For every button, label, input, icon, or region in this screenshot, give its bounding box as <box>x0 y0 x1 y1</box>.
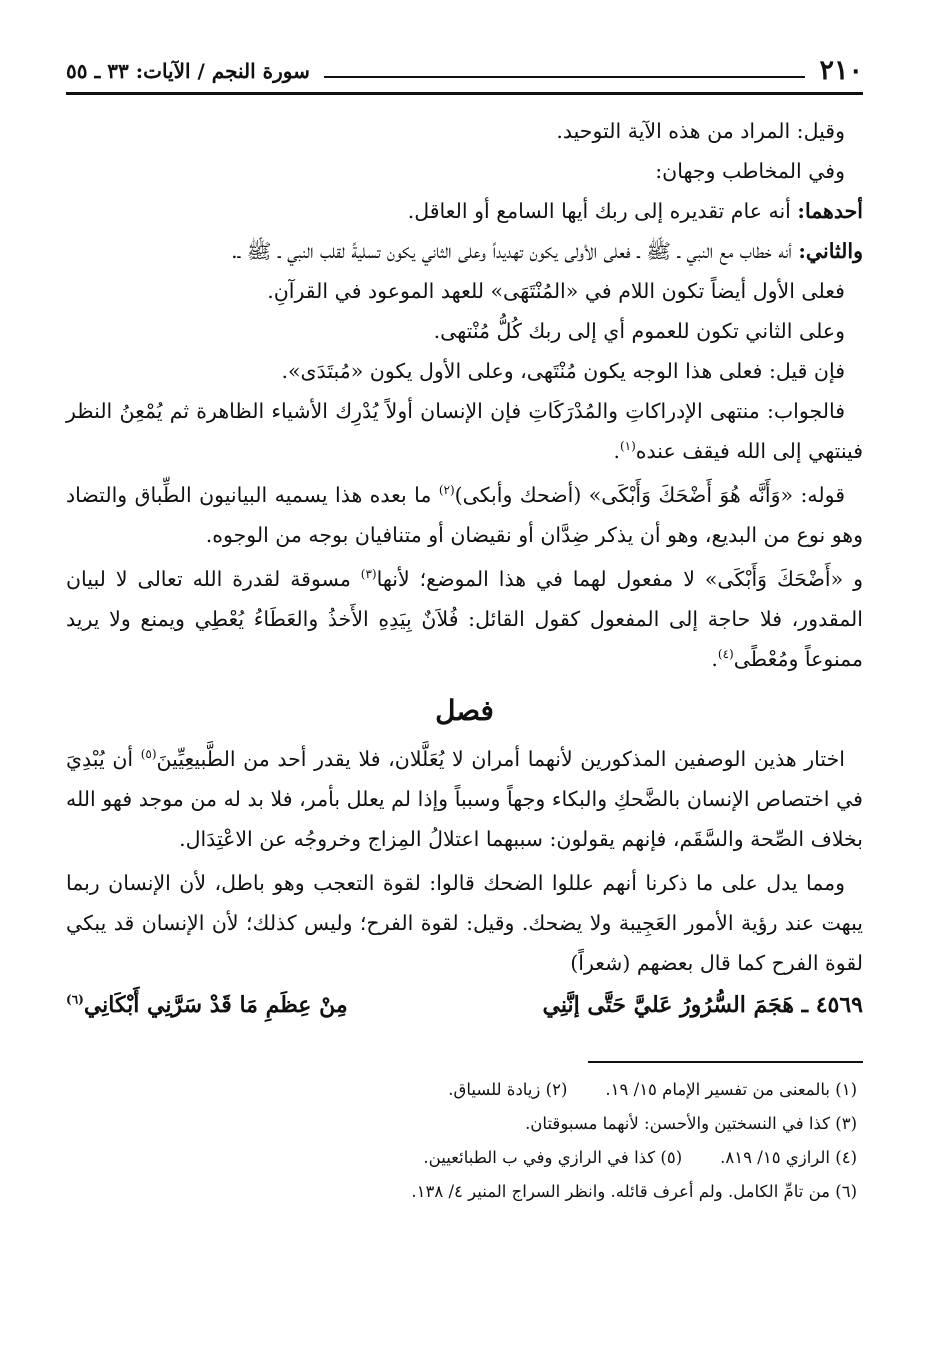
footnote-3: (٣) كذا في النسختين والأحسن: لأنهما مسبوقتان. <box>525 1114 857 1133</box>
footnote-row-3 <box>66 1141 857 1175</box>
paragraph-6: وعلى الثاني تكون للعموم أي إلى ربك كُلُّ مُنْتهى. <box>433 319 845 343</box>
footnote-ref-4: (٤) <box>717 647 734 662</box>
paragraph-7: فإن قيل: فعلى هذا الوجه يكون مُنْتَهى، وعلى الأول يكون «مُبتَدَى». <box>281 359 845 383</box>
footnote-ref-6: (٦) <box>66 992 84 1007</box>
poetry-verse <box>66 985 863 1025</box>
footnote-ref-1: (١) <box>619 439 636 454</box>
footnote-1: (١) بالمعنى من تفسير الإمام ١٥/ ١٩. <box>605 1080 857 1099</box>
paragraph-12: ومما يدل على ما ذكرنا أنهم عللوا الضحك قالوا: لقوة التعجب وهو باطل، لأن الإنسان ربما يبهت عند رؤية الأمور العَجِيبة ولا يضحك. وقيل: لقوة الفرح؛ وليس كذلك؛ لأن الإنسان قد يبكي لقوة الفرح كما قال بعضهم (شعراً) <box>66 871 863 975</box>
footnote-row-1 <box>66 1073 857 1107</box>
main-text <box>66 111 863 1025</box>
paragraph-8 <box>66 391 863 471</box>
paragraph-4 <box>66 231 863 271</box>
footnote-2: (٢) زيادة للسياق. <box>448 1080 568 1099</box>
paragraph-10-text-a: و «أَضْحَكَ وَأَبْكَى» لا مفعول لهما في هذا الموضع؛ لأنها <box>376 567 863 591</box>
paragraph-10-end: . <box>711 647 718 671</box>
page-number: ٢١٠ <box>819 55 863 86</box>
paragraph-3 <box>66 191 863 231</box>
paragraph-10 <box>66 559 863 679</box>
paragraph-5: فعلى الأول أيضاً تكون اللام في «المُنْتَهَى» للعهد الموعود في القرآنِ. <box>267 279 845 303</box>
paragraph-11-text-b: أن يُبْدِيَ في اختصاص الإنسان بالضَّحكِ والبكاء وجهاً وسبباً وإذا لم يعلل بأمر، فلا بد له من موجد فهو الله بخلاف الصِّحة والسَّقَم، فإنهم يقولون: سببهما اعتلالُ المِزاج وخروجُه عن الاعْتِدَال. <box>66 747 863 851</box>
paragraph-4-text: أنه خطاب مع النبي ـ ﷺ ـ فعلى الأولى يكون تهديداً وعلى الثاني يكون تسليةً لقلب النبي ـ ﷺ ـ. <box>231 239 799 263</box>
verse-hemistich-2-wrap <box>66 985 348 1025</box>
verse-hemistich-1: ٤٥٦٩ ـ هَجَمَ السُّرُورُ عَليَّ حَتَّى إنَّنِي <box>542 992 863 1018</box>
verse-hemistich-2: مِنْ عِظَمِ مَا قَدْ سَرَّنِي أَبْكَانِي <box>83 992 348 1018</box>
footnote-separator <box>588 1061 863 1063</box>
paragraph-10-text-b: مسوقة لقدرة الله تعالى لا لبيان المقدور، فلا حاجة إلى المفعول كقول القائل: فُلاَنٌ بِيَدِهِ الأَخذُ والعَطَاءُ يُعْطِي ويمنع ولا يريد ممنوعاً ومُعْطًى <box>66 567 863 671</box>
paragraph-9 <box>66 475 863 555</box>
header-line <box>324 76 806 78</box>
paragraph-4-lead: والثاني: <box>798 239 863 263</box>
section-heading: فصل <box>435 694 494 727</box>
paragraph-11-text-a: اختار هذين الوصفين المذكورين لأنهما أمران لا يُعَلَّلان، فلا يقدر أحد من الطَّبيعِيِّينَ <box>156 747 845 771</box>
paragraph-3-text: أنه عام تقديره إلى ربك أيها السامع أو العاقل. <box>407 199 798 223</box>
paragraph-9-text-a: قوله: «وَأَنَّه هُوَ أَضْحَكَ وَأَبْكَى» (أضحك وأبكى) <box>454 483 846 507</box>
paragraph-11 <box>66 739 863 859</box>
footnote-row-2 <box>66 1107 857 1141</box>
running-title: سورة النجم / الآيات: ٣٣ ـ ٥٥ <box>66 59 310 83</box>
paragraph-8-text: فالجواب: منتهى الإدراكاتِ والمُدْرَكَاتِ فإن الإنسان أولاً يُدْرِك الأشياء الظاهرة ثم يُمْعِنُ النظر فينتهي إلى الله فيقف عنده <box>66 399 863 463</box>
paragraph-8-end: . <box>613 439 620 463</box>
footnote-ref-5: (٥) <box>140 747 157 762</box>
header-rule <box>66 92 863 95</box>
page-header <box>66 50 863 86</box>
paragraph-3-lead: أحدهما: <box>797 199 863 223</box>
paragraph-1: وقيل: المراد من هذه الآية التوحيد. <box>556 119 845 143</box>
paragraph-9-text-b: ما بعده هذا يسميه البيانيون الطِّباق والتضاد وهو نوع من البديع، وهو أن يذكر ضِدَّان أو نقيضان أو متنافيان بوجه من الوجوه. <box>66 483 863 547</box>
footnote-5: (٥) كذا في الرازي وفي ب الطبائعيين. <box>423 1148 683 1167</box>
footnote-row-4 <box>66 1175 857 1209</box>
footnote-ref-3: (٣) <box>360 567 377 582</box>
footnote-ref-2: (٢) <box>438 483 455 498</box>
footnote-6: (٦) من تامِّ الكامل. ولم أعرف قائله. وانظر السراج المنير ٤/ ١٣٨. <box>411 1182 857 1201</box>
footnote-4: (٤) الرازي ١٥/ ٨١٩. <box>720 1148 857 1167</box>
paragraph-2: وفي المخاطب وجهان: <box>655 159 845 183</box>
footnotes <box>66 1073 863 1209</box>
